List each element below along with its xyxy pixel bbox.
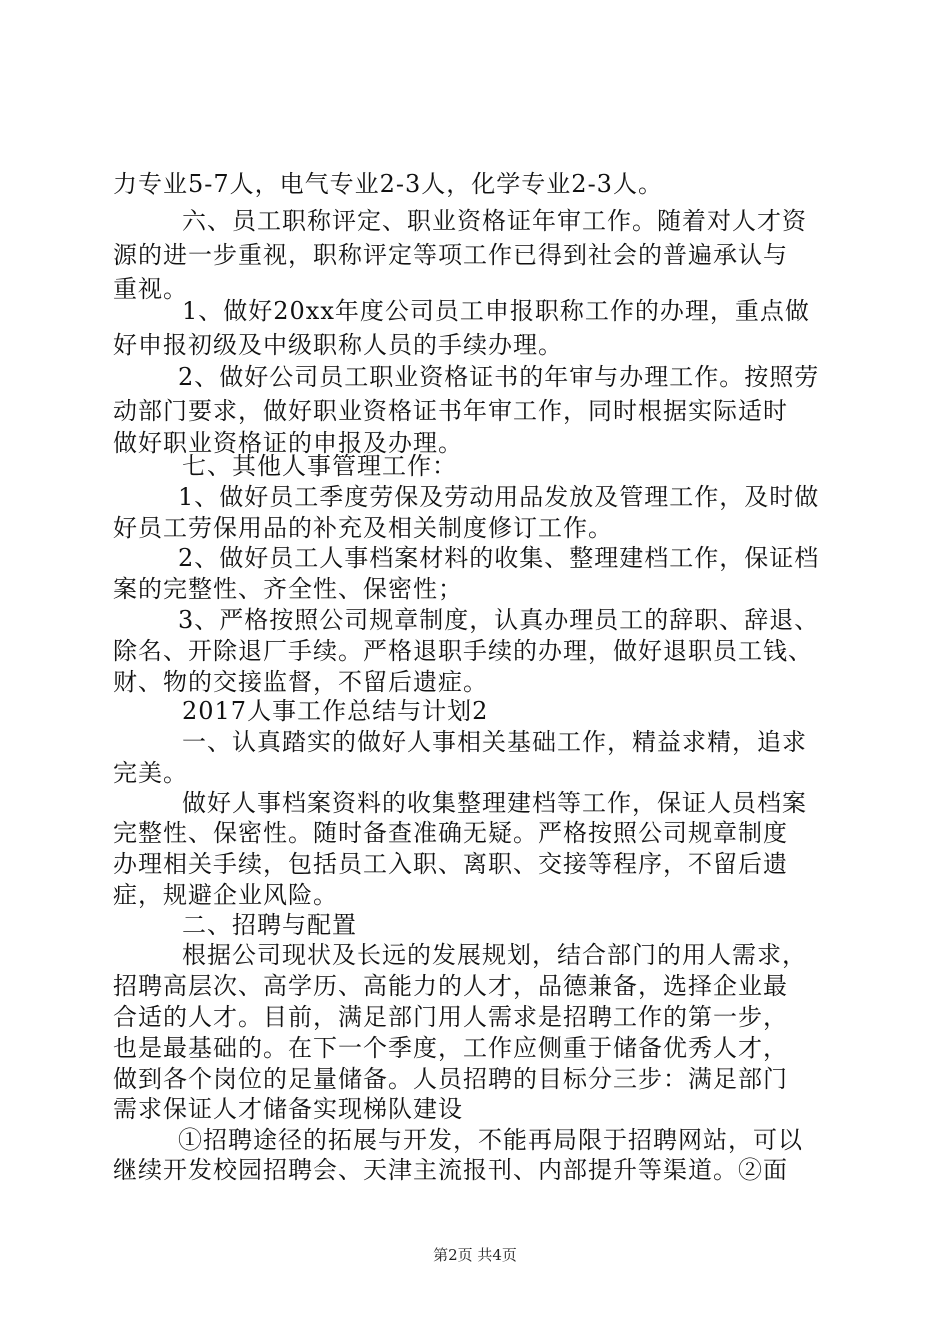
text-line: 做好人事档案资料的收集整理建档等工作，保证人员档案 [182, 789, 807, 817]
text-line: 2017人事工作总结与计划2 [182, 697, 489, 725]
text-line: 需求保证人才储备实现梯队建设 [113, 1095, 463, 1123]
text-line: 1、做好20xx年度公司员工申报职称工作的办理，重点做 [182, 297, 810, 325]
page-number-footer: 第2页 共4页 [433, 1246, 517, 1264]
text-line: 七、其他人事管理工作： [182, 452, 457, 480]
text-line: 动部门要求，做好职业资格证书年审工作，同时根据实际适时 [113, 397, 788, 425]
text-line: 好申报初级及中级职称人员的手续办理。 [113, 331, 563, 359]
text-line: 办理相关手续，包括员工入职、离职、交接等程序，不留后遗 [113, 850, 788, 878]
text-line: 案的完整性、齐全性、保密性； [113, 575, 463, 603]
text-line: ①招聘途径的拓展与开发，不能再局限于招聘网站，可以 [178, 1126, 803, 1154]
text-line: 1、做好员工季度劳保及劳动用品发放及管理工作，及时做 [178, 483, 820, 511]
text-line: 好员工劳保用品的补充及相关制度修订工作。 [113, 514, 613, 542]
text-line: 做到各个岗位的足量储备。人员招聘的目标分三步：满足部门 [113, 1065, 788, 1093]
text-line: 二、招聘与配置 [182, 911, 357, 939]
text-line: 招聘高层次、高学历、高能力的人才，品德兼备，选择企业最 [113, 972, 788, 1000]
text-line: 力专业5-7人，电气专业2-3人，化学专业2-3人。 [113, 170, 663, 198]
text-line: 一、认真踏实的做好人事相关基础工作，精益求精，追求 [182, 728, 807, 756]
text-line: 源的进一步重视，职称评定等项工作已得到社会的普遍承认与 [113, 241, 788, 269]
text-line: 3、严格按照公司规章制度，认真办理员工的辞职、辞退、 [178, 606, 820, 634]
text-line: 也是最基础的。在下一个季度，工作应侧重于储备优秀人才， [113, 1034, 788, 1062]
text-line: 症，规避企业风险。 [113, 881, 338, 909]
text-line: 六、员工职称评定、职业资格证年审工作。随着对人才资 [182, 207, 807, 235]
text-line: 财、物的交接监督，不留后遗症。 [113, 668, 488, 696]
text-line: 完美。 [113, 759, 188, 787]
text-line: 2、做好员工人事档案材料的收集、整理建档工作，保证档 [178, 544, 820, 572]
text-line: 2、做好公司员工职业资格证书的年审与办理工作。按照劳 [178, 363, 820, 391]
text-line: 合适的人才。目前，满足部门用人需求是招聘工作的第一步， [113, 1003, 788, 1031]
text-line: 完整性、保密性。随时备查准确无疑。严格按照公司规章制度 [113, 819, 788, 847]
text-line: 除名、开除退厂手续。严格退职手续的办理，做好退职员工钱、 [113, 637, 813, 665]
text-line: 做好职业资格证的申报及办理。 [113, 429, 463, 457]
text-line: 根据公司现状及长远的发展规划，结合部门的用人需求， [182, 941, 807, 969]
text-line: 继续开发校园招聘会、天津主流报刊、内部提升等渠道。②面 [113, 1156, 788, 1184]
text-line: 重视。 [113, 275, 188, 303]
